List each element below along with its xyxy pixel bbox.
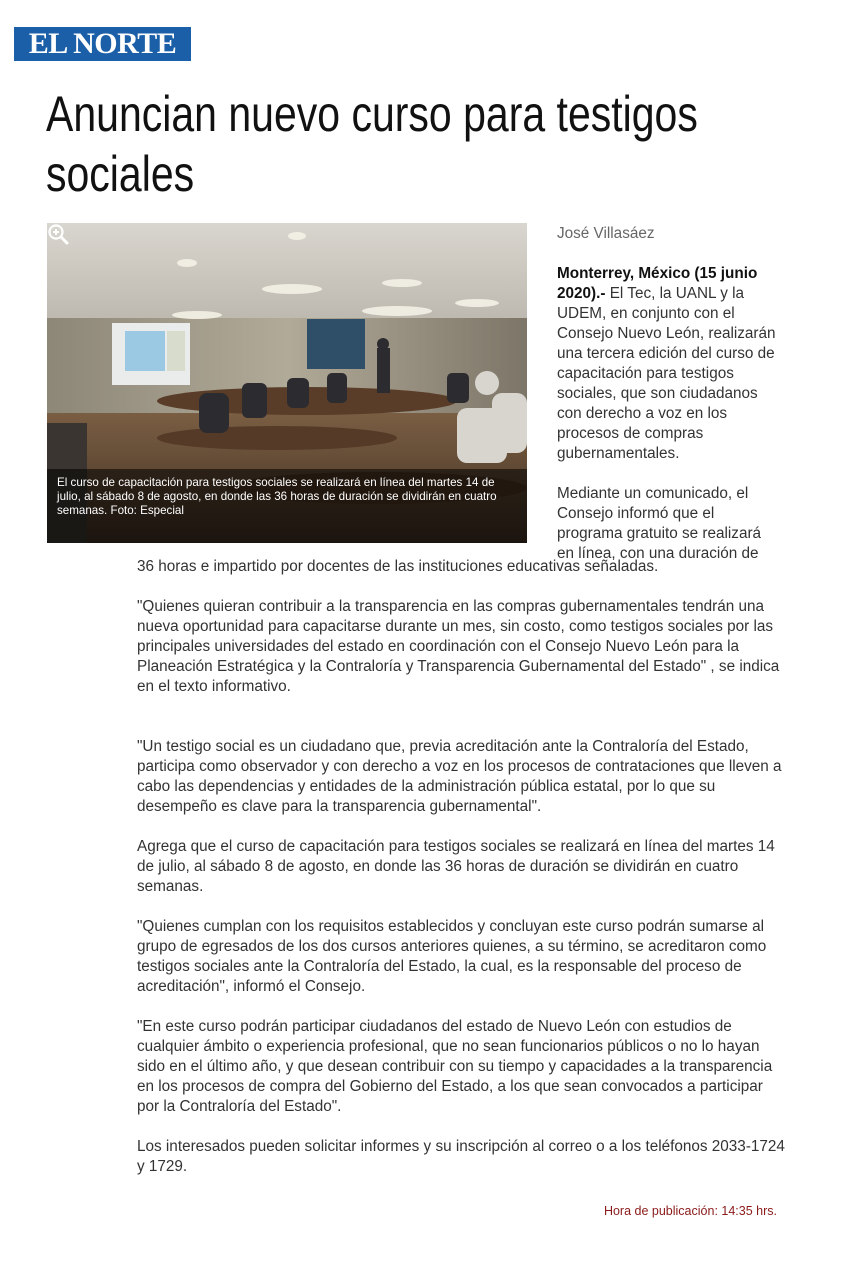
logo-text: EL NORTE [28,27,177,60]
paragraph-8: Los interesados pueden solicitar informes y su inscripción al correo o a los teléfonos 2033-1724 y 1729. [137,1138,785,1175]
el-norte-logo[interactable] [14,27,191,61]
paragraph-2-end: 36 horas e impartido por docentes de las instituciones educativas señaladas. [137,558,659,575]
author-byline[interactable]: José Villasáez [557,225,655,242]
article-photo[interactable] [47,223,527,543]
paragraph-6: "Quienes cumplan con los requisitos establecidos y concluyan este curso podrán sumarse al grupo de egresados de los dos cursos anteriores quienes, a su término, se acreditaron como testigos sociales ante la Contraloría del Estado, la cual, es la responsable del proceso de acreditación", informó el Consejo. [137,918,767,995]
paragraph-3: "Quienes quieran contribuir a la transparencia en las compras gubernamentales tendrán una nueva oportunidad para capacitarse durante un mes, sin costo, como testigos sociales por las principales universidades del estado en coordinación con el Consejo Nuevo León para la Planeación Estratégica y la Contraloría y Transparencia Gubernamental del Estado" , se indica en el texto informativo. [137,598,780,695]
zoom-icon[interactable] [47,223,69,245]
paragraph-4: "Un testigo social es un ciudadano que, previa acreditación ante la Contraloría del Estado, participa como observador y con derecho a voz en los procesos de contrataciones que lleven a cabo las dependencias y entidades de la administración pública estatal, por lo que su desempeño es clave para la transparencia gubernamental". [137,738,782,815]
paragraph-7: "En este curso podrán participar ciudadanos del estado de Nuevo León con estudios de cualquier ámbito o experiencia profesional, que no sean funcionarios públicos o no lo hayan sido en el último año, y que desean contribuir con su tiempo y capacidades a la transparencia en los procesos de compra del Gobierno del Estado, a los que sean convocados a participar por la Contraloría del Estado". [137,1018,773,1115]
publication-time-label: Hora de publicación: [603,1204,718,1218]
paragraph-5: Agrega que el curso de capacitación para testigos sociales se realizará en línea del martes 14 de julio, al sábado 8 de agosto, en donde las 36 horas de duración se dividirán en cuatro semanas. [137,838,775,895]
photo-caption: El curso de capacitación para testigos sociales se realizará en línea del martes 14 de julio, al sábado 8 de agosto, en donde las 36 horas de duración se dividirán en cuatro semanas. Foto: Especial [47,469,527,543]
paragraph-2-start: Mediante un comunicado, el Consejo informó que el programa gratuito se realizará en línea, con una duración de [557,485,762,562]
headline-line-1: Anuncian nuevo curso para testigos [46,86,698,142]
lead-paragraph [557,264,782,464]
article-side-column [557,224,782,584]
publication-time [604,1204,777,1218]
article-headline [46,84,698,204]
headline-line-2: sociales [46,146,195,202]
dateline: Monterrey, México (15 junio 2020).- [557,265,758,302]
publication-time-value: 14:35 hrs. [721,1204,777,1218]
lead-text: El Tec, la UANL y la UDEM, en conjunto con el Consejo Nuevo León, realizarán una tercera edición del curso de capacitación para testigos sociales, que son ciudadanos con derecho a voz en los procesos de compras gubernamentales. [557,285,776,462]
article-body [137,557,787,1197]
